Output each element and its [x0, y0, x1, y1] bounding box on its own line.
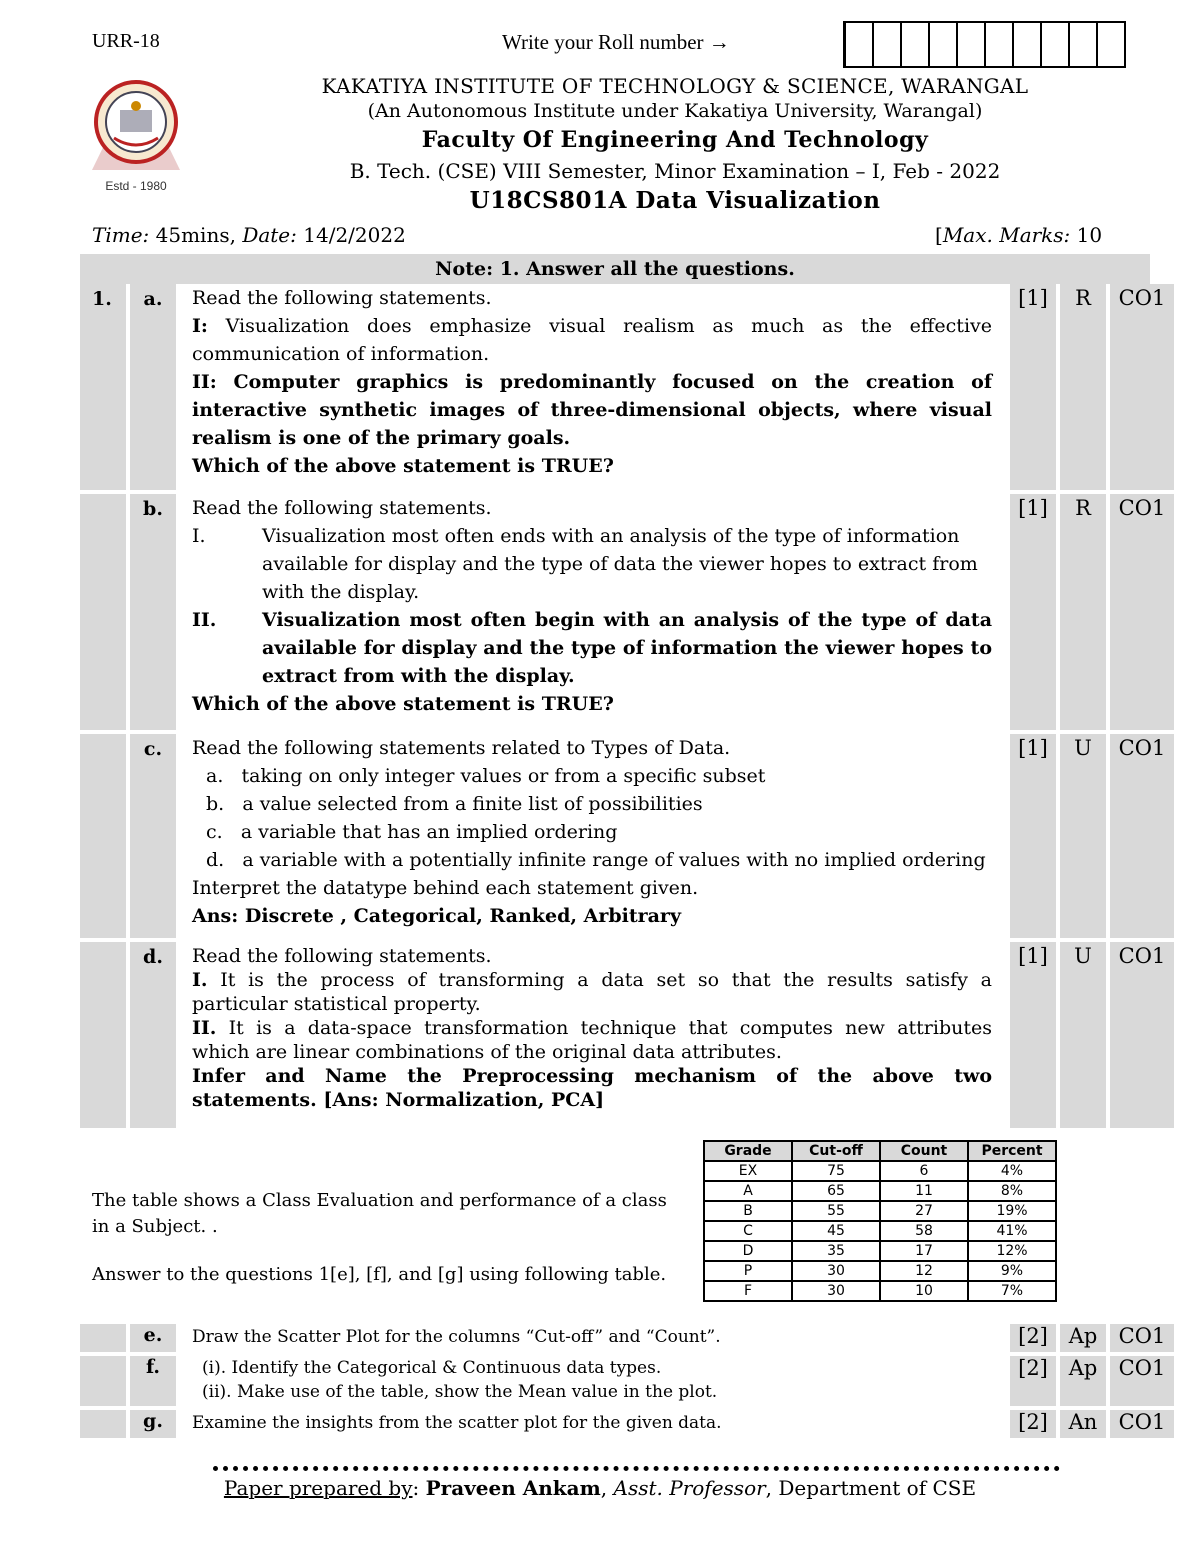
table-cell: 12%: [968, 1241, 1056, 1261]
q-c-list: [192, 762, 992, 874]
q-a-statement-1: [192, 312, 992, 368]
table-cell: 27: [880, 1201, 968, 1221]
co-g: CO1: [1108, 1410, 1174, 1438]
table-row: [704, 1201, 1056, 1221]
table-row: [704, 1181, 1056, 1201]
list-item: d. a variable with a potentially infinite range of values with no implied ordering: [206, 849, 986, 871]
roll-digit-box[interactable]: [900, 21, 930, 68]
part-label-b: b.: [128, 494, 178, 730]
q-c-intro: Read the following statements related to Types of Data.: [192, 737, 731, 759]
table-cell: 8%: [968, 1181, 1056, 1201]
exam-code: URR-18: [92, 30, 160, 52]
q-b-question: Which of the above statement is TRUE?: [192, 693, 614, 715]
question-row-f: [80, 1356, 1174, 1406]
institute-logo: [90, 78, 182, 196]
marks-b: [1]: [1008, 494, 1058, 730]
table-cell: F: [704, 1281, 792, 1301]
semester-line: B. Tech. (CSE) VIII Semester, Minor Examination – I, Feb - 2022: [349, 159, 1001, 183]
header-cell: Grade: [704, 1141, 792, 1161]
list-item: b. a value selected from a finite list of possibilities: [206, 793, 703, 815]
table-cell: 11: [880, 1181, 968, 1201]
table-intro: [92, 1188, 682, 1288]
marks-e: [2]: [1008, 1324, 1058, 1352]
table-cell: 35: [792, 1241, 880, 1261]
question-f-body: [178, 1356, 1008, 1406]
autonomous-line: (An Autonomous Institute under Kakatiya University, Warangal): [367, 100, 983, 122]
question-g-text: Examine the insights from the scatter plot for the given data.: [192, 1413, 722, 1433]
co-b: CO1: [1108, 494, 1174, 730]
co-c: CO1: [1108, 734, 1174, 938]
list-item: c. a variable that has an implied ordering: [206, 821, 618, 843]
author-title: Asst. Professor: [613, 1476, 766, 1500]
q-c-answer: Ans: Discrete , Categorical, Ranked, Arbitrary: [192, 905, 681, 927]
footer: Paper prepared by: Praveen Ankam, Asst. Professor, Department of CSE: [223, 1476, 977, 1500]
table-cell: C: [704, 1221, 792, 1241]
course-title: U18CS801A Data Visualization: [469, 187, 881, 214]
time-value: 45mins,: [155, 223, 236, 247]
roll-digit-box[interactable]: [956, 21, 986, 68]
marks-f: [2]: [1008, 1356, 1058, 1406]
table-cell: 55: [792, 1201, 880, 1221]
table-cell: 7%: [968, 1281, 1056, 1301]
roll-digit-box[interactable]: [984, 21, 1014, 68]
note-banner: Note: 1. Answer all the questions.: [80, 254, 1150, 284]
question-c-body: [178, 734, 1008, 938]
table-row: [704, 1161, 1056, 1181]
faculty-name: Faculty Of Engineering And Technology: [421, 127, 929, 153]
level-a: R: [1058, 284, 1108, 490]
question-row-d: [80, 942, 1174, 1128]
question-table: [80, 284, 1174, 1128]
table-cell: 75: [792, 1161, 880, 1181]
level-d: U: [1058, 942, 1108, 1128]
header-cell: Percent: [968, 1141, 1056, 1161]
co-f: CO1: [1108, 1356, 1174, 1406]
table-cell: 6: [880, 1161, 968, 1181]
table-cell: 4%: [968, 1161, 1056, 1181]
max-marks-value: 10: [1076, 223, 1103, 247]
table-row: [704, 1261, 1056, 1281]
q-a-question: Which of the above statement is TRUE?: [192, 455, 614, 477]
roll-digit-box[interactable]: [843, 21, 874, 68]
marks-a: [1]: [1008, 284, 1058, 490]
grade-table-header: [704, 1141, 1056, 1161]
table-cell: 17: [880, 1241, 968, 1261]
question-a-body: [178, 284, 1008, 490]
q-f-line-1: (i). Identify the Categorical & Continuous data types.: [202, 1358, 662, 1378]
time-label: Time:: [92, 223, 150, 247]
q-a-intro: Read the following statements.: [192, 287, 492, 309]
roll-digit-box[interactable]: [1068, 21, 1098, 68]
table-cell: 30: [792, 1281, 880, 1301]
level-b: R: [1058, 494, 1108, 730]
author-department: Department of CSE: [778, 1476, 977, 1500]
header-cell: Count: [880, 1141, 968, 1161]
question-row-b: [80, 494, 1174, 730]
level-g: An: [1058, 1410, 1108, 1438]
header-cell: Cut-off: [792, 1141, 880, 1161]
table-intro-line-2: Answer to the questions 1[e], [f], and [g] using following table.: [92, 1264, 667, 1285]
table-cell: 12: [880, 1261, 968, 1281]
level-f: Ap: [1058, 1356, 1108, 1406]
part-label-g: g.: [128, 1410, 178, 1438]
q-d-statement-2: II. It is a data-space transformation technique that computes new attributes which are linear combinations of the original data attributes.: [192, 1017, 992, 1063]
roll-digit-box[interactable]: [1012, 21, 1042, 68]
table-cell: 58: [880, 1221, 968, 1241]
table-cell: 30: [792, 1261, 880, 1281]
date-label: Date:: [242, 223, 297, 247]
date-value: 14/2/2022: [303, 223, 406, 247]
roll-digit-box[interactable]: [928, 21, 958, 68]
part-label-d: d.: [128, 942, 178, 1128]
parts-table: [80, 1324, 1174, 1438]
time-date-line: [92, 223, 406, 247]
q-a-s1-lead: I:: [192, 315, 208, 337]
question-b-body: [178, 494, 1008, 730]
roll-number-label: Write your Roll number →: [502, 30, 730, 54]
author-name: Praveen Ankam: [425, 1476, 601, 1500]
table-cell: 10: [880, 1281, 968, 1301]
q-b-statement-1: I. Visualization most often ends with an analysis of the type of information available for display and the type of data the viewer hopes to extract from with the display.: [192, 525, 978, 603]
marks-g: [2]: [1008, 1410, 1058, 1438]
part-label-f: f.: [128, 1356, 178, 1406]
q-a-statement-2: II: Computer graphics is predominantly focused on the creation of interactive synthetic images of three-dimensional objects, where visual realism is one of the primary goals.: [192, 371, 992, 449]
question-row-e: [80, 1324, 1174, 1352]
table-cell: 9%: [968, 1261, 1056, 1281]
level-e: Ap: [1058, 1324, 1108, 1352]
footer-divider: [213, 1466, 1060, 1471]
q-c-interpret: Interpret the datatype behind each statement given.: [192, 877, 699, 899]
max-marks-label: Max. Marks:: [942, 223, 1071, 247]
table-cell: EX: [704, 1161, 792, 1181]
co-e: CO1: [1108, 1324, 1174, 1352]
q-f-line-2: (ii). Make use of the table, show the Mean value in the plot.: [202, 1382, 718, 1402]
table-cell: D: [704, 1241, 792, 1261]
roll-digit-box[interactable]: [1096, 21, 1126, 68]
table-cell: 45: [792, 1221, 880, 1241]
question-e-text: Draw the Scatter Plot for the columns “Cut-off” and “Count”.: [192, 1327, 721, 1347]
co-d: CO1: [1108, 942, 1174, 1128]
roll-digit-box[interactable]: [872, 21, 902, 68]
co-a: CO1: [1108, 284, 1174, 490]
marks-c: [1]: [1008, 734, 1058, 938]
part-label-e: e.: [128, 1324, 178, 1352]
q-d-statement-1: I. It is the process of transforming a data set so that the results satisfy a particular statistical property.: [192, 969, 992, 1015]
table-cell: 65: [792, 1181, 880, 1201]
question-row-c: [80, 734, 1174, 938]
table-row: [704, 1221, 1056, 1241]
part-label-c: c.: [128, 734, 178, 938]
roll-number-boxes[interactable]: [843, 21, 1124, 68]
logo-established-text: Estd - 1980: [105, 179, 167, 193]
q-b-statement-2: II. Visualization most often begin with an analysis of the type of data available for display and the type of information the viewer hopes to extract from with the display.: [192, 609, 992, 687]
level-c: U: [1058, 734, 1108, 938]
roll-digit-box[interactable]: [1040, 21, 1070, 68]
grade-table: [703, 1140, 1057, 1302]
prepared-by-label: Paper prepared by: [223, 1476, 413, 1500]
q-b-intro: Read the following statements.: [192, 497, 492, 519]
table-cell: A: [704, 1181, 792, 1201]
part-label-a: a.: [128, 284, 178, 490]
question-d-body: [178, 942, 1008, 1128]
table-cell: P: [704, 1261, 792, 1281]
question-number: 1.: [92, 288, 112, 310]
list-item: a. taking on only integer values or from a specific subset: [206, 765, 766, 787]
q-d-question: Infer and Name the Preprocessing mechanism of the above two statements. [Ans: Normalization, PCA]: [192, 1065, 992, 1111]
table-row: [704, 1241, 1056, 1261]
table-cell: 19%: [968, 1201, 1056, 1221]
marks-d: [1]: [1008, 942, 1058, 1128]
table-row: [704, 1281, 1056, 1301]
q-a-s1-text: Visualization does emphasize visual realism as much as the effective communication of information.: [192, 315, 992, 365]
table-cell: B: [704, 1201, 792, 1221]
question-row-g: [80, 1410, 1174, 1438]
question-row-a: [80, 284, 1174, 490]
table-intro-line-1: The table shows a Class Evaluation and performance of a class in a Subject. .: [92, 1190, 667, 1237]
max-marks: [Max. Marks: 10: [935, 223, 1103, 247]
q-d-intro: Read the following statements.: [192, 945, 492, 967]
institute-name: KAKATIYA INSTITUTE OF TECHNOLOGY & SCIENCE, WARANGAL: [321, 74, 1029, 98]
table-cell: 41%: [968, 1221, 1056, 1241]
